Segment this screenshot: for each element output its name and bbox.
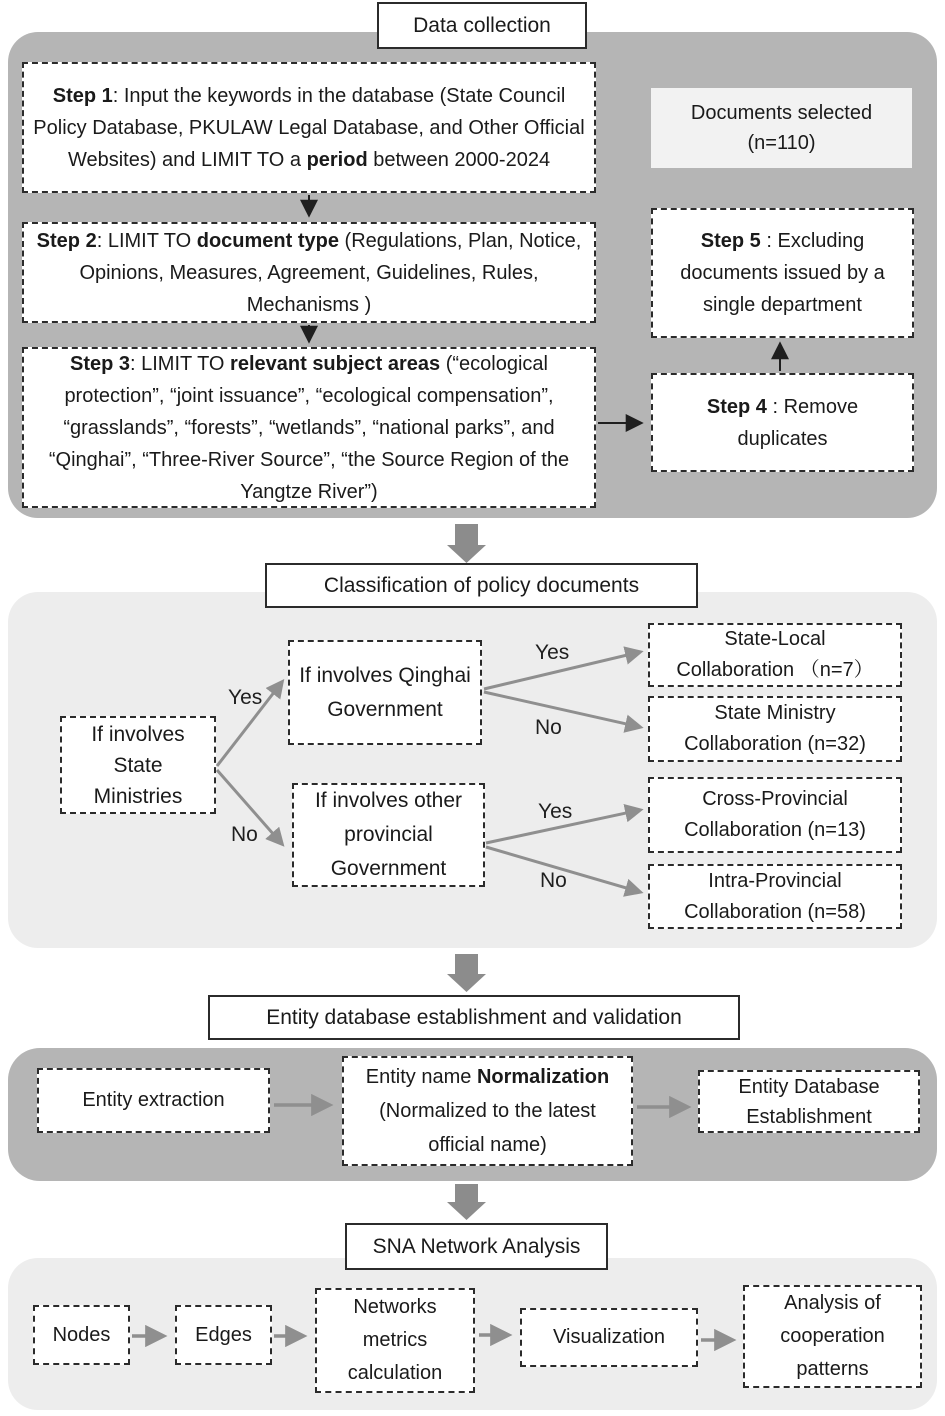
step-1-text: Step 1: Input the keywords in the database (State Council Policy Database, PKULAW Legal Database, and Other Official Websites) and LIMIT TO a period between 2000-2024 — [33, 84, 585, 171]
nodes-text: Nodes — [52, 1323, 111, 1346]
box-analysis-cooperation-patterns — [743, 1285, 922, 1388]
intra-provincial-line1: Intra-Provincial — [708, 869, 842, 892]
box-intra-provincial-collaboration — [648, 864, 902, 929]
box-network-metrics-calculation — [315, 1288, 475, 1393]
section-title-classification — [265, 563, 698, 608]
section-title-sna-label: SNA Network Analysis — [372, 1235, 581, 1258]
section-title-sna — [345, 1223, 608, 1270]
box-step-4 — [651, 373, 914, 472]
label-yes-ministries: Yes — [228, 686, 263, 709]
section-title-entity-label: Entity database establishment and validation — [266, 1006, 682, 1029]
intra-provincial-line2: Collaboration (n=58) — [684, 900, 866, 923]
entity-extraction-text: Entity extraction — [82, 1089, 225, 1111]
state-local-line1: State-Local — [724, 628, 826, 650]
visualization-text: Visualization — [553, 1326, 665, 1348]
box-entity-database-establishment — [698, 1070, 920, 1133]
edges-text: Edges — [195, 1323, 252, 1346]
analysis-text: Analysis of cooperation patterns — [780, 1292, 885, 1380]
section-title-entity — [208, 995, 740, 1040]
box-step-5 — [651, 208, 914, 338]
section-title-classification-label: Classification of policy documents — [323, 574, 640, 597]
state-ministry-line2: Collaboration (n=32) — [684, 733, 866, 755]
box-state-ministry-collaboration — [648, 696, 902, 762]
if-other-provincial-text: If involves other provincial Government — [314, 789, 463, 880]
if-state-ministries-text: If involves State Ministries — [91, 722, 185, 808]
box-documents-selected — [651, 88, 912, 168]
cross-provincial-line2: Collaboration (n=13) — [684, 819, 866, 841]
block-arrow-to-entity — [447, 954, 486, 992]
box-cross-provincial-collaboration — [648, 777, 902, 853]
box-step-2 — [22, 222, 596, 323]
entity-database-text: Entity Database Establishment — [738, 1075, 880, 1128]
box-entity-normalization — [342, 1056, 633, 1166]
cross-provincial-line1: Cross-Provincial — [702, 788, 848, 810]
step-5-text: Step 5 : Excluding documents issued by a single department — [680, 230, 885, 316]
block-arrow-to-sna — [447, 1184, 486, 1220]
box-entity-extraction — [37, 1068, 270, 1133]
box-step-1 — [22, 62, 596, 193]
if-qinghai-government-text: If involves Qinghai Government — [299, 663, 471, 721]
label-yes-provincial: Yes — [538, 800, 573, 823]
step-2-text: Step 2: LIMIT TO document type (Regulations, Plan, Notice, Opinions, Measures, Agreement, Guidelines, Rules, Mechanisms ) — [36, 229, 582, 316]
label-no-qinghai: No — [535, 716, 562, 739]
box-edges — [175, 1305, 272, 1365]
box-state-local-collaboration — [648, 623, 902, 687]
documents-selected-line1: Documents selected — [690, 102, 873, 124]
network-metrics-text: Networks metrics calculation — [347, 1296, 443, 1384]
label-no-provincial: No — [540, 869, 567, 892]
step-4-text: Step 4 : Remove duplicates — [706, 395, 859, 450]
label-no-ministries: No — [231, 823, 258, 846]
box-visualization — [520, 1308, 698, 1367]
label-yes-qinghai: Yes — [535, 641, 570, 664]
step-3-text: Step 3: LIMIT TO relevant subject areas (“ecological protection”, “joint issuance”, “ecological compensation”, “grasslands”, “forests”, “wetlands”, “national parks”, and “Qinghai”, “Three-River Source”, “the Source Region of the Yangtze River”) — [48, 352, 570, 503]
box-step-3 — [22, 347, 596, 508]
box-if-state-ministries — [60, 716, 216, 814]
section-title-data-collection — [377, 2, 587, 49]
box-if-qinghai-government — [288, 640, 482, 745]
documents-selected-line2: (n=110) — [747, 132, 816, 154]
state-ministry-line1: State Ministry — [714, 702, 836, 724]
box-nodes — [33, 1305, 130, 1365]
entity-normalization-text: Entity name Normalization (Normalized to the latest official name) — [365, 1066, 610, 1156]
section-title-data-collection-label: Data collection — [413, 14, 551, 37]
block-arrow-to-classification — [447, 524, 486, 563]
box-if-other-provincial-government — [292, 783, 485, 887]
state-local-line2: Collaboration （n=7） — [676, 659, 874, 681]
